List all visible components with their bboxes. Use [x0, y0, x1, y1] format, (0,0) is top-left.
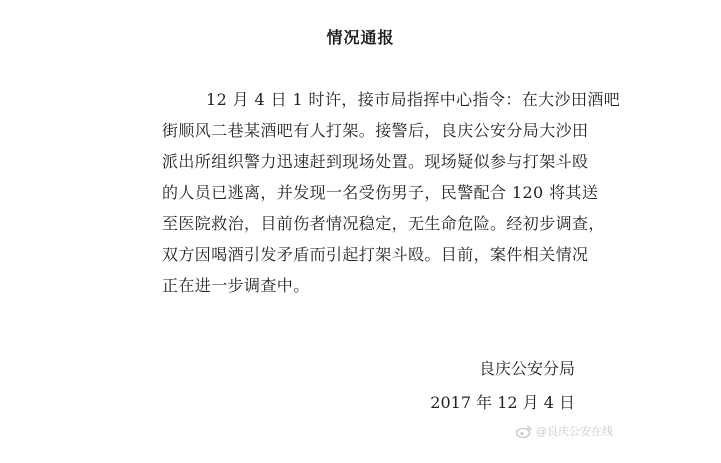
notice-body	[162, 84, 621, 301]
notice-line: 派出所组织警力迅速赶到现场处置。现场疑似参与打架斗殴	[162, 152, 589, 171]
notice-title: 情况通报	[326, 28, 395, 47]
notice-line: 街顺风二巷某酒吧有人打架。接警后，良庆公安分局大沙田	[162, 121, 589, 140]
notice-line: 至医院救治，目前伤者情况稳定，无生命危险。经初步调查，	[162, 214, 605, 233]
watermark-text: @良庆公安在线	[536, 425, 613, 438]
weibo-icon	[516, 425, 532, 438]
notice-line: 正在进一步调查中。	[162, 276, 310, 295]
notice-line: 的人员已逃离，并发现一名受伤男子，民警配合 120 将其送	[162, 183, 599, 202]
issue-date: 2017 年 12 月 4 日	[430, 393, 575, 412]
notice-line: 双方因喝酒引发矛盾而引起打架斗殴。目前，案件相关情况	[162, 245, 589, 264]
notice-line: 12 月 4 日 1 时许，接市局指挥中心指令：在大沙田酒吧	[206, 90, 621, 109]
issuer-name: 良庆公安分局	[478, 359, 575, 378]
weibo-watermark	[516, 423, 613, 439]
signature-block	[430, 352, 575, 420]
